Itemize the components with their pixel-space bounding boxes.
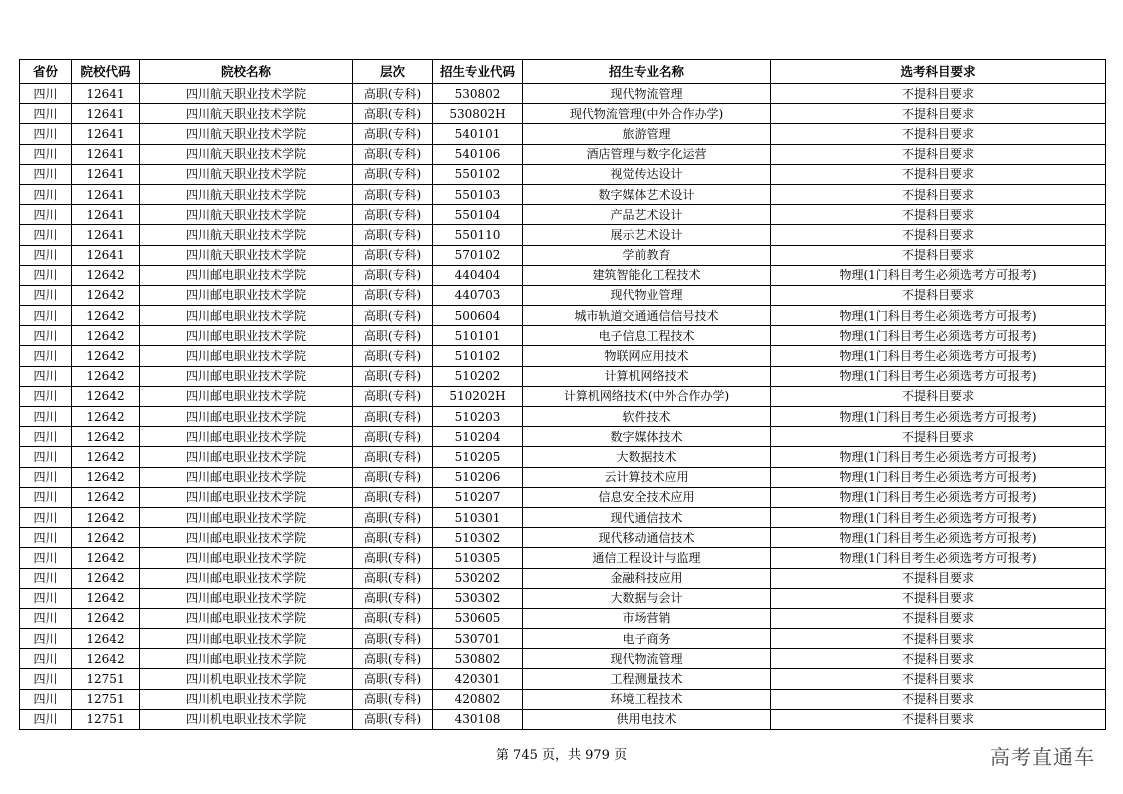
school-name-cell: 四川邮电职业技术学院: [140, 386, 353, 406]
level-cell: 高职(专科): [353, 225, 433, 245]
major-code-cell: 500604: [433, 306, 523, 326]
major-code-cell: 510302: [433, 528, 523, 548]
table-row: [20, 669, 1106, 689]
major-name-cell: 数字媒体技术: [523, 427, 771, 447]
school-code-cell: 12642: [72, 407, 140, 427]
page-number: 第 745 页，共 979 页: [495, 748, 628, 763]
major-code-cell: 550110: [433, 225, 523, 245]
table-row: [20, 629, 1106, 649]
province-cell: 四川: [20, 245, 72, 265]
watermark-logo: 高考直通车: [990, 745, 1095, 769]
major-name-cell: 展示艺术设计: [523, 225, 771, 245]
province-cell: 四川: [20, 629, 72, 649]
subject-requirement-cell: 不提科目要求: [771, 568, 1106, 588]
school-code-cell: 12751: [72, 669, 140, 689]
major-name-cell: 电子商务: [523, 629, 771, 649]
school-name-cell: 四川机电职业技术学院: [140, 669, 353, 689]
school-code-cell: 12642: [72, 588, 140, 608]
level-cell: 高职(专科): [353, 588, 433, 608]
table-row: [20, 709, 1106, 729]
major-code-cell: 440703: [433, 285, 523, 305]
school-name-cell: 四川航天职业技术学院: [140, 84, 353, 104]
school-code-cell: 12642: [72, 608, 140, 628]
level-cell: 高职(专科): [353, 689, 433, 709]
table-row: [20, 306, 1106, 326]
province-cell: 四川: [20, 84, 72, 104]
level-cell: 高职(专科): [353, 528, 433, 548]
major-code-cell: 510206: [433, 467, 523, 487]
col-header-major-name: 招生专业名称: [523, 60, 771, 84]
col-header-school-code: 院校代码: [72, 60, 140, 84]
province-cell: 四川: [20, 548, 72, 568]
province-cell: 四川: [20, 487, 72, 507]
col-header-school-name: 院校名称: [140, 60, 353, 84]
level-cell: 高职(专科): [353, 669, 433, 689]
major-name-cell: 大数据与会计: [523, 588, 771, 608]
subject-requirement-cell: 物理(1门科目考生必须选考方可报考): [771, 306, 1106, 326]
school-code-cell: 12751: [72, 689, 140, 709]
col-header-subject-requirement: 选考科目要求: [771, 60, 1106, 84]
major-code-cell: 510203: [433, 407, 523, 427]
subject-requirement-cell: 不提科目要求: [771, 104, 1106, 124]
major-code-cell: 440404: [433, 265, 523, 285]
subject-requirement-cell: 物理(1门科目考生必须选考方可报考): [771, 346, 1106, 366]
level-cell: 高职(专科): [353, 265, 433, 285]
table-row: [20, 689, 1106, 709]
table-body: [20, 84, 1106, 730]
province-cell: 四川: [20, 447, 72, 467]
school-name-cell: 四川邮电职业技术学院: [140, 487, 353, 507]
major-code-cell: 540101: [433, 124, 523, 144]
table-row: [20, 245, 1106, 265]
subject-requirement-cell: 不提科目要求: [771, 689, 1106, 709]
province-cell: 四川: [20, 184, 72, 204]
school-code-cell: 12641: [72, 245, 140, 265]
level-cell: 高职(专科): [353, 649, 433, 669]
school-code-cell: 12642: [72, 507, 140, 527]
table-row: [20, 588, 1106, 608]
school-name-cell: 四川邮电职业技术学院: [140, 285, 353, 305]
level-cell: 高职(专科): [353, 306, 433, 326]
major-name-cell: 旅游管理: [523, 124, 771, 144]
school-name-cell: 四川航天职业技术学院: [140, 184, 353, 204]
school-name-cell: 四川机电职业技术学院: [140, 709, 353, 729]
table-row: [20, 285, 1106, 305]
school-name-cell: 四川邮电职业技术学院: [140, 407, 353, 427]
subject-requirement-cell: 物理(1门科目考生必须选考方可报考): [771, 265, 1106, 285]
level-cell: 高职(专科): [353, 386, 433, 406]
table-row: [20, 184, 1106, 204]
major-code-cell: 530302: [433, 588, 523, 608]
province-cell: 四川: [20, 306, 72, 326]
subject-requirement-cell: 不提科目要求: [771, 629, 1106, 649]
table-row: [20, 164, 1106, 184]
level-cell: 高职(专科): [353, 104, 433, 124]
major-code-cell: 510301: [433, 507, 523, 527]
table-row: [20, 608, 1106, 628]
subject-requirement-cell: 不提科目要求: [771, 669, 1106, 689]
school-name-cell: 四川邮电职业技术学院: [140, 447, 353, 467]
table-row: [20, 487, 1106, 507]
major-code-cell: 510202: [433, 366, 523, 386]
school-code-cell: 12641: [72, 124, 140, 144]
school-code-cell: 12642: [72, 447, 140, 467]
major-name-cell: 电子信息工程技术: [523, 326, 771, 346]
school-name-cell: 四川邮电职业技术学院: [140, 507, 353, 527]
table-row: [20, 104, 1106, 124]
subject-requirement-cell: 不提科目要求: [771, 184, 1106, 204]
major-code-cell: 510205: [433, 447, 523, 467]
school-code-cell: 12642: [72, 366, 140, 386]
table-row: [20, 265, 1106, 285]
school-code-cell: 12641: [72, 84, 140, 104]
province-cell: 四川: [20, 588, 72, 608]
subject-requirement-cell: 不提科目要求: [771, 588, 1106, 608]
table-row: [20, 124, 1106, 144]
table-row: [20, 346, 1106, 366]
province-cell: 四川: [20, 386, 72, 406]
subject-requirement-cell: 不提科目要求: [771, 84, 1106, 104]
major-name-cell: 现代通信技术: [523, 507, 771, 527]
province-cell: 四川: [20, 528, 72, 548]
major-code-cell: 530202: [433, 568, 523, 588]
province-cell: 四川: [20, 205, 72, 225]
major-code-cell: 510305: [433, 548, 523, 568]
level-cell: 高职(专科): [353, 568, 433, 588]
province-cell: 四川: [20, 608, 72, 628]
col-header-level: 层次: [353, 60, 433, 84]
subject-requirement-cell: 物理(1门科目考生必须选考方可报考): [771, 326, 1106, 346]
school-code-cell: 12751: [72, 709, 140, 729]
major-name-cell: 现代物流管理(中外合作办学): [523, 104, 771, 124]
province-cell: 四川: [20, 124, 72, 144]
table-row: [20, 568, 1106, 588]
table-header-row: [20, 60, 1106, 84]
table-row: [20, 427, 1106, 447]
level-cell: 高职(专科): [353, 366, 433, 386]
subject-requirement-cell: 不提科目要求: [771, 386, 1106, 406]
col-header-province: 省份: [20, 60, 72, 84]
school-name-cell: 四川邮电职业技术学院: [140, 588, 353, 608]
major-name-cell: 环境工程技术: [523, 689, 771, 709]
subject-requirement-cell: 物理(1门科目考生必须选考方可报考): [771, 487, 1106, 507]
province-cell: 四川: [20, 164, 72, 184]
province-cell: 四川: [20, 225, 72, 245]
province-cell: 四川: [20, 507, 72, 527]
table-row: [20, 548, 1106, 568]
school-name-cell: 四川邮电职业技术学院: [140, 629, 353, 649]
major-name-cell: 大数据技术: [523, 447, 771, 467]
school-name-cell: 四川航天职业技术学院: [140, 205, 353, 225]
table-row: [20, 447, 1106, 467]
major-name-cell: 工程测量技术: [523, 669, 771, 689]
table-row: [20, 649, 1106, 669]
major-code-cell: 510101: [433, 326, 523, 346]
major-name-cell: 通信工程设计与监理: [523, 548, 771, 568]
major-name-cell: 数字媒体艺术设计: [523, 184, 771, 204]
major-name-cell: 云计算技术应用: [523, 467, 771, 487]
school-code-cell: 12642: [72, 548, 140, 568]
level-cell: 高职(专科): [353, 487, 433, 507]
level-cell: 高职(专科): [353, 124, 433, 144]
school-name-cell: 四川邮电职业技术学院: [140, 366, 353, 386]
school-name-cell: 四川邮电职业技术学院: [140, 528, 353, 548]
major-name-cell: 物联网应用技术: [523, 346, 771, 366]
table-row: [20, 507, 1106, 527]
school-code-cell: 12641: [72, 104, 140, 124]
province-cell: 四川: [20, 467, 72, 487]
school-name-cell: 四川邮电职业技术学院: [140, 427, 353, 447]
major-name-cell: 现代物业管理: [523, 285, 771, 305]
school-name-cell: 四川航天职业技术学院: [140, 124, 353, 144]
subject-requirement-cell: 不提科目要求: [771, 709, 1106, 729]
level-cell: 高职(专科): [353, 548, 433, 568]
level-cell: 高职(专科): [353, 245, 433, 265]
subject-requirement-cell: 不提科目要求: [771, 285, 1106, 305]
school-name-cell: 四川航天职业技术学院: [140, 225, 353, 245]
table-row: [20, 225, 1106, 245]
table-row: [20, 467, 1106, 487]
school-code-cell: 12642: [72, 326, 140, 346]
school-code-cell: 12642: [72, 528, 140, 548]
school-code-cell: 12642: [72, 568, 140, 588]
school-name-cell: 四川邮电职业技术学院: [140, 649, 353, 669]
level-cell: 高职(专科): [353, 326, 433, 346]
province-cell: 四川: [20, 285, 72, 305]
subject-requirement-cell: 不提科目要求: [771, 649, 1106, 669]
table-row: [20, 528, 1106, 548]
major-code-cell: 510207: [433, 487, 523, 507]
major-code-cell: 510202H: [433, 386, 523, 406]
major-name-cell: 现代物流管理: [523, 84, 771, 104]
school-code-cell: 12641: [72, 144, 140, 164]
school-code-cell: 12641: [72, 205, 140, 225]
major-code-cell: 420301: [433, 669, 523, 689]
major-code-cell: 510102: [433, 346, 523, 366]
province-cell: 四川: [20, 669, 72, 689]
level-cell: 高职(专科): [353, 205, 433, 225]
table-row: [20, 326, 1106, 346]
table-row: [20, 144, 1106, 164]
col-header-major-code: 招生专业代码: [433, 60, 523, 84]
major-code-cell: 530802: [433, 84, 523, 104]
school-name-cell: 四川邮电职业技术学院: [140, 568, 353, 588]
level-cell: 高职(专科): [353, 184, 433, 204]
major-name-cell: 市场营销: [523, 608, 771, 628]
school-code-cell: 12642: [72, 265, 140, 285]
subject-requirement-cell: 物理(1门科目考生必须选考方可报考): [771, 407, 1106, 427]
school-code-cell: 12642: [72, 467, 140, 487]
major-code-cell: 530802H: [433, 104, 523, 124]
school-name-cell: 四川邮电职业技术学院: [140, 306, 353, 326]
province-cell: 四川: [20, 265, 72, 285]
school-name-cell: 四川邮电职业技术学院: [140, 326, 353, 346]
major-name-cell: 软件技术: [523, 407, 771, 427]
major-code-cell: 510204: [433, 427, 523, 447]
major-code-cell: 530802: [433, 649, 523, 669]
level-cell: 高职(专科): [353, 608, 433, 628]
subject-requirement-cell: 不提科目要求: [771, 427, 1106, 447]
major-code-cell: 530605: [433, 608, 523, 628]
school-code-cell: 12641: [72, 225, 140, 245]
province-cell: 四川: [20, 144, 72, 164]
major-code-cell: 540106: [433, 144, 523, 164]
province-cell: 四川: [20, 427, 72, 447]
school-code-cell: 12642: [72, 629, 140, 649]
level-cell: 高职(专科): [353, 346, 433, 366]
school-code-cell: 12642: [72, 285, 140, 305]
major-name-cell: 现代移动通信技术: [523, 528, 771, 548]
subject-requirement-cell: 不提科目要求: [771, 164, 1106, 184]
province-cell: 四川: [20, 407, 72, 427]
level-cell: 高职(专科): [353, 427, 433, 447]
province-cell: 四川: [20, 104, 72, 124]
table-row: [20, 84, 1106, 104]
major-code-cell: 570102: [433, 245, 523, 265]
major-name-cell: 金融科技应用: [523, 568, 771, 588]
level-cell: 高职(专科): [353, 447, 433, 467]
school-code-cell: 12642: [72, 386, 140, 406]
subject-requirement-cell: 物理(1门科目考生必须选考方可报考): [771, 528, 1106, 548]
table-row: [20, 407, 1106, 427]
subject-requirement-cell: 物理(1门科目考生必须选考方可报考): [771, 507, 1106, 527]
province-cell: 四川: [20, 649, 72, 669]
level-cell: 高职(专科): [353, 709, 433, 729]
province-cell: 四川: [20, 326, 72, 346]
subject-requirement-cell: 不提科目要求: [771, 225, 1106, 245]
major-code-cell: 430108: [433, 709, 523, 729]
subject-requirement-cell: 不提科目要求: [771, 124, 1106, 144]
level-cell: 高职(专科): [353, 629, 433, 649]
level-cell: 高职(专科): [353, 144, 433, 164]
table-row: [20, 366, 1106, 386]
major-name-cell: 供用电技术: [523, 709, 771, 729]
school-code-cell: 12641: [72, 184, 140, 204]
school-name-cell: 四川航天职业技术学院: [140, 245, 353, 265]
school-name-cell: 四川邮电职业技术学院: [140, 467, 353, 487]
major-code-cell: 550102: [433, 164, 523, 184]
major-name-cell: 现代物流管理: [523, 649, 771, 669]
level-cell: 高职(专科): [353, 84, 433, 104]
subject-requirement-cell: 不提科目要求: [771, 205, 1106, 225]
school-name-cell: 四川机电职业技术学院: [140, 689, 353, 709]
major-code-cell: 550103: [433, 184, 523, 204]
school-code-cell: 12642: [72, 487, 140, 507]
major-name-cell: 计算机网络技术: [523, 366, 771, 386]
major-name-cell: 信息安全技术应用: [523, 487, 771, 507]
major-code-cell: 550104: [433, 205, 523, 225]
subject-requirement-cell: 物理(1门科目考生必须选考方可报考): [771, 366, 1106, 386]
school-code-cell: 12641: [72, 164, 140, 184]
school-code-cell: 12642: [72, 427, 140, 447]
school-name-cell: 四川邮电职业技术学院: [140, 608, 353, 628]
school-name-cell: 四川邮电职业技术学院: [140, 265, 353, 285]
school-code-cell: 12642: [72, 346, 140, 366]
table-row: [20, 205, 1106, 225]
province-cell: 四川: [20, 709, 72, 729]
major-name-cell: 计算机网络技术(中外合作办学): [523, 386, 771, 406]
subject-requirement-cell: 不提科目要求: [771, 608, 1106, 628]
level-cell: 高职(专科): [353, 507, 433, 527]
school-code-cell: 12642: [72, 649, 140, 669]
province-cell: 四川: [20, 346, 72, 366]
major-name-cell: 酒店管理与数字化运营: [523, 144, 771, 164]
admissions-table: [19, 59, 1106, 730]
level-cell: 高职(专科): [353, 164, 433, 184]
school-name-cell: 四川航天职业技术学院: [140, 164, 353, 184]
major-name-cell: 产品艺术设计: [523, 205, 771, 225]
major-name-cell: 城市轨道交通通信信号技术: [523, 306, 771, 326]
school-name-cell: 四川邮电职业技术学院: [140, 548, 353, 568]
major-name-cell: 建筑智能化工程技术: [523, 265, 771, 285]
subject-requirement-cell: 物理(1门科目考生必须选考方可报考): [771, 467, 1106, 487]
school-name-cell: 四川航天职业技术学院: [140, 104, 353, 124]
major-code-cell: 420802: [433, 689, 523, 709]
major-name-cell: 视觉传达设计: [523, 164, 771, 184]
school-name-cell: 四川邮电职业技术学院: [140, 346, 353, 366]
level-cell: 高职(专科): [353, 407, 433, 427]
subject-requirement-cell: 物理(1门科目考生必须选考方可报考): [771, 447, 1106, 467]
province-cell: 四川: [20, 366, 72, 386]
subject-requirement-cell: 不提科目要求: [771, 245, 1106, 265]
level-cell: 高职(专科): [353, 467, 433, 487]
school-code-cell: 12642: [72, 306, 140, 326]
major-name-cell: 学前教育: [523, 245, 771, 265]
province-cell: 四川: [20, 689, 72, 709]
school-name-cell: 四川航天职业技术学院: [140, 144, 353, 164]
subject-requirement-cell: 不提科目要求: [771, 144, 1106, 164]
major-code-cell: 530701: [433, 629, 523, 649]
table-row: [20, 386, 1106, 406]
province-cell: 四川: [20, 568, 72, 588]
level-cell: 高职(专科): [353, 285, 433, 305]
subject-requirement-cell: 物理(1门科目考生必须选考方可报考): [771, 548, 1106, 568]
